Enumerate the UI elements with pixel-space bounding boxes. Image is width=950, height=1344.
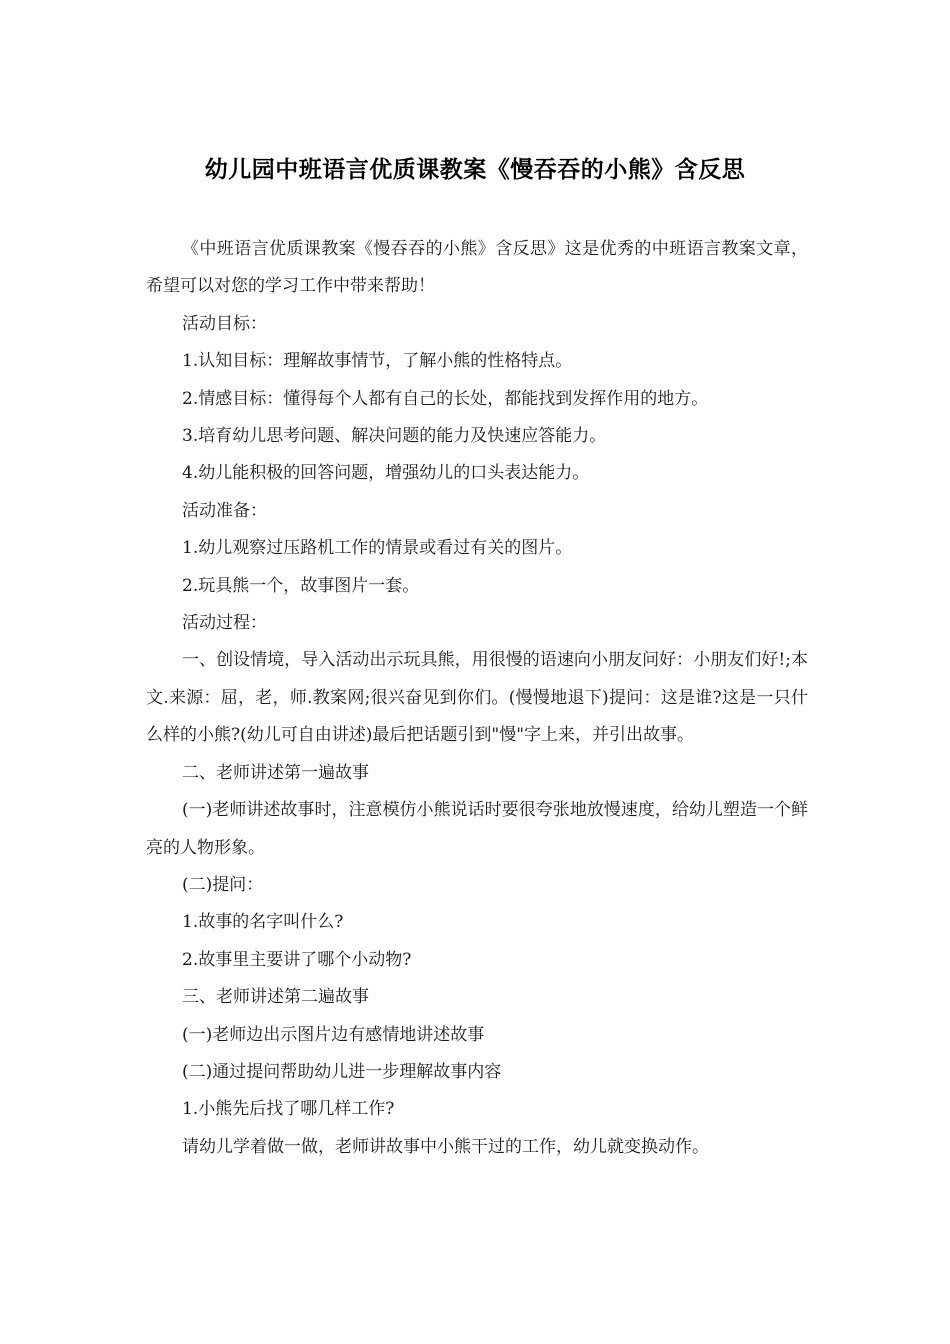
process-step-2-detail-1: (一)老师讲述故事时，注意模仿小熊说话时要很夸张地放慢速度，给幼儿塑造一个鲜亮的人物形象。 xyxy=(146,800,808,858)
process-step-2-heading: 二、老师讲述第一遍故事 xyxy=(182,762,369,783)
preparation-item-2: 2.玩具熊一个，故事图片一套。 xyxy=(182,575,420,596)
question-item-3: 1.小熊先后找了哪几样工作? xyxy=(182,1099,395,1120)
intro-paragraph: 《中班语言优质课教案《慢吞吞的小熊》含反思》这是优秀的中班语言教案文章，希望可以对您的学习工作中带来帮助！ xyxy=(146,239,808,297)
document-body xyxy=(146,231,808,1166)
goal-item-4: 4.幼儿能积极的回答问题，增强幼儿的口头表达能力。 xyxy=(182,463,590,484)
goal-item-1: 1.认知目标：理解故事情节，了解小熊的性格特点。 xyxy=(182,351,573,372)
process-step-3-detail-1: (一)老师边出示图片边有感情地讲述故事 xyxy=(182,1024,485,1045)
section-heading-preparation: 活动准备： xyxy=(182,500,267,521)
preparation-item-1: 1.幼儿观察过压路机工作的情景或看过有关的图片。 xyxy=(182,538,573,559)
question-item-2: 2.故事里主要讲了哪个小动物? xyxy=(182,949,412,970)
question-item-1: 1.故事的名字叫什么? xyxy=(182,912,344,933)
section-heading-goals: 活动目标： xyxy=(182,313,267,334)
process-step-2-detail-2: (二)提问： xyxy=(182,874,264,895)
activity-instruction: 请幼儿学着做一做，老师讲故事中小熊干过的工作，幼儿就变换动作。 xyxy=(182,1136,709,1157)
process-step-3-heading: 三、老师讲述第二遍故事 xyxy=(182,987,369,1008)
process-step-3-detail-2: (二)通过提问帮助幼儿进一步理解故事内容 xyxy=(182,1061,502,1082)
goal-item-3: 3.培育幼儿思考问题、解决问题的能力及快速应答能力。 xyxy=(182,426,607,447)
goal-item-2: 2.情感目标：懂得每个人都有自己的长处，都能找到发挥作用的地方。 xyxy=(182,388,709,409)
document-title: 幼儿园中班语言优质课教案《慢吞吞的小熊》含反思 xyxy=(204,157,746,183)
section-heading-process: 活动过程： xyxy=(182,613,267,634)
process-step-1: 一、创设情境，导入活动出示玩具熊，用很慢的语速向小朋友问好：小朋友们好!;本文.来源：屈，老，师.教案网;很兴奋见到你们。(慢慢地退下)提问：这是谁?这是一只什么样的小熊?(幼儿可自由讲述)最后把话题引到"慢"字上来，并引出故事。 xyxy=(146,650,808,746)
